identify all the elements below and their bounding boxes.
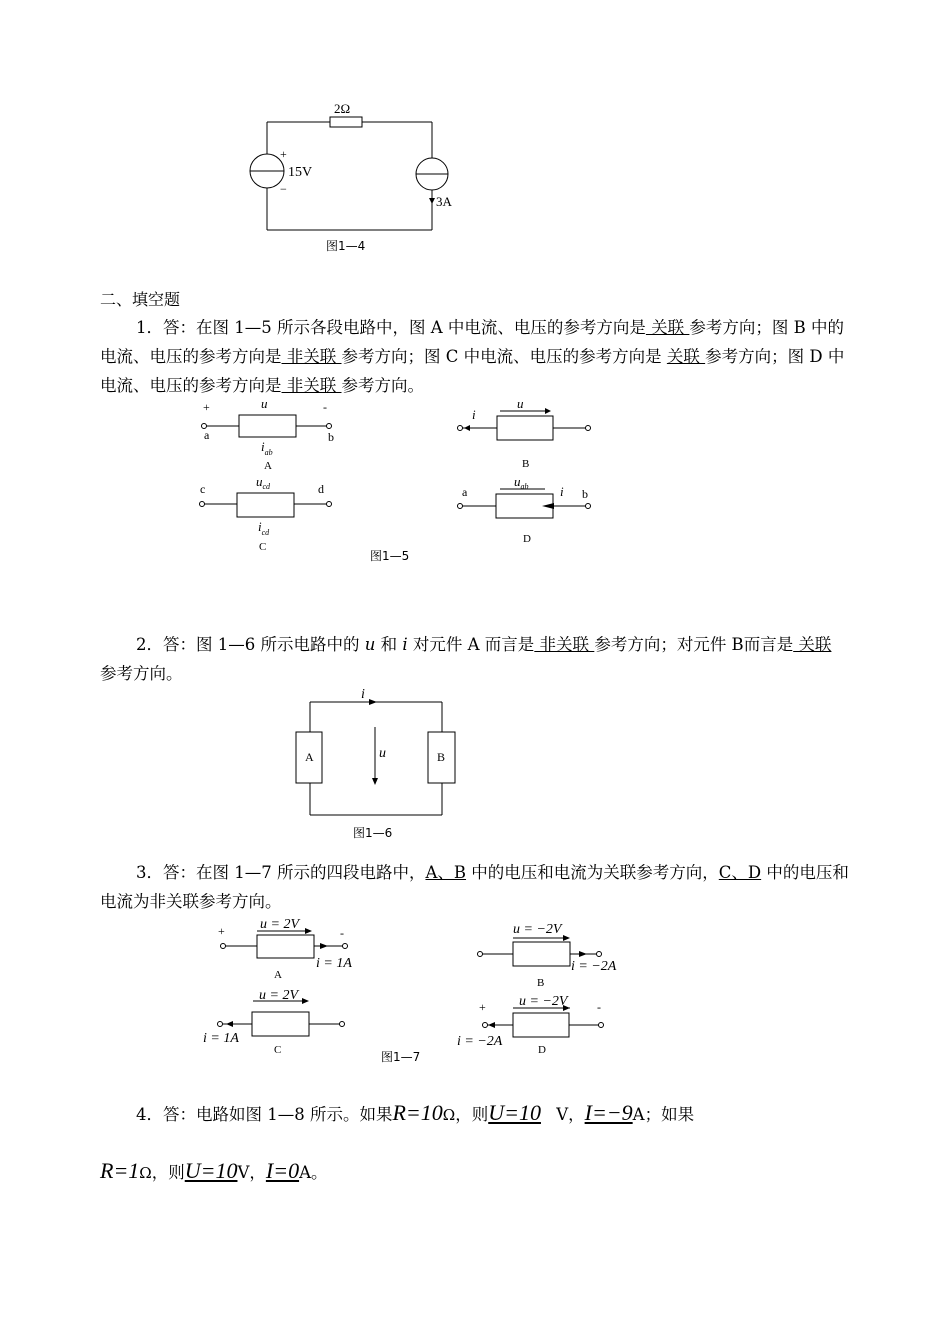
figure-1-4 (230, 100, 480, 260)
svg-text:iab: $i_{ab}$ (261, 439, 273, 457)
answer-blank: 关联 (666, 347, 706, 366)
svg-text:i = −2A: i = −2A (571, 959, 617, 974)
svg-text:u = 2V: u = 2V (260, 917, 299, 932)
svg-text:u: u (261, 396, 268, 411)
answer-blank: 非关联 (281, 376, 342, 395)
svg-text:D: D (538, 1044, 546, 1056)
svg-text:uab: $u_{ab}$ (514, 474, 529, 491)
svg-text:i = 1A: i = 1A (316, 956, 352, 971)
svg-text:-: - (597, 1000, 601, 1014)
svg-text:15V: 15V (288, 165, 313, 180)
figure-1-7 (195, 915, 645, 1070)
svg-text:a: a (462, 485, 468, 499)
resistor-label: 2Ω (334, 101, 351, 116)
svg-text:+: + (203, 400, 210, 414)
svg-text:i = −2A: i = −2A (457, 1034, 503, 1049)
figure-caption: 图1—7 (381, 1050, 421, 1064)
answer-blank: 关联 (793, 635, 832, 654)
svg-text:d: d (318, 482, 324, 496)
svg-text:a: a (204, 428, 210, 442)
svg-text:u: u (517, 396, 524, 411)
answer-blank: C、D (718, 863, 762, 882)
svg-text:-: - (340, 926, 344, 940)
svg-text:b: b (328, 430, 334, 444)
answer-blank: U=10 (184, 1158, 238, 1183)
question-4-line-1: 4．答：电路如图 1—8 所示。如果R=10Ω，则U=10 V，I=−9A；如果 (136, 1100, 695, 1125)
svg-text:u = −2V: u = −2V (513, 922, 562, 937)
svg-text:i = 1A: i = 1A (203, 1031, 239, 1046)
svg-text:u = −2V: u = −2V (519, 994, 568, 1009)
svg-text:c: c (200, 482, 206, 496)
figure-1-5 (190, 395, 610, 570)
figure-caption: 图1—6 (353, 826, 393, 840)
section-title: 二、填空题 (100, 290, 181, 309)
svg-text:3A: 3A (436, 194, 452, 209)
svg-text:C: C (259, 541, 267, 553)
svg-text:B: B (437, 750, 446, 764)
svg-text:C: C (274, 1044, 282, 1056)
question-2: 2．答：图 1—6 所示电路中的 u 和 i 对元件 A 而言是 非关联 参考方向；对元件 B而言是 关联 参考方向。 (100, 635, 832, 683)
svg-text:u = 2V: u = 2V (259, 988, 298, 1003)
svg-text:B: B (522, 458, 530, 470)
svg-text:B: B (537, 977, 545, 989)
svg-text:A: A (264, 460, 272, 472)
resistor-2ohm (330, 117, 362, 127)
answer-blank: A、B (425, 863, 467, 882)
svg-text:+: + (479, 1000, 486, 1014)
svg-text:−: − (280, 182, 287, 196)
svg-text:A: A (274, 969, 282, 981)
question-3: 3．答：在图 1—7 所示的四段电路中，A、B 中的电压和电流为关联参考方向，C、D 中的电压和电流为非关联参考方向。 (100, 863, 849, 911)
svg-text:A: A (305, 750, 314, 764)
question-1: 1．答：在图 1—5 所示各段电路中，图 A 中电流、电压的参考方向是 关联 参考方向；图 B 中的电流、电压的参考方向是 非关联 参考方向；图 C 中电流、电压的参考方向是 关联 参考方向；图 D 中电流、电压的参考方向是 非关联 参考方向。 (100, 318, 845, 395)
figure-caption: 图1—5 (370, 549, 410, 563)
svg-text:u: u (379, 746, 386, 761)
svg-text:icd: $i_{cd}$ (258, 519, 270, 537)
svg-text:b: b (582, 487, 588, 501)
svg-text:ucd: $u_{cd}$ (256, 474, 271, 491)
answer-blank: 关联 (645, 318, 690, 337)
svg-text:i: i (472, 407, 476, 422)
question-4-line-2: R=1Ω，则U=10V，I=0A。 (100, 1158, 328, 1183)
svg-text:i: i (361, 687, 365, 702)
svg-text:+: + (218, 924, 225, 938)
answer-blank: 非关联 (534, 635, 595, 654)
svg-text:D: D (523, 533, 531, 545)
figure-1-6 (280, 685, 480, 845)
svg-text:i: i (560, 484, 564, 499)
answer-blank: I=0 (265, 1158, 300, 1183)
figure-caption: 图1—4 (326, 239, 366, 253)
answer-blank: 非关联 (281, 347, 342, 366)
answer-blank: U=10 (488, 1100, 541, 1125)
svg-text:-: - (323, 400, 327, 414)
answer-blank: I=−9 (584, 1100, 633, 1125)
svg-text:+: + (280, 147, 287, 161)
